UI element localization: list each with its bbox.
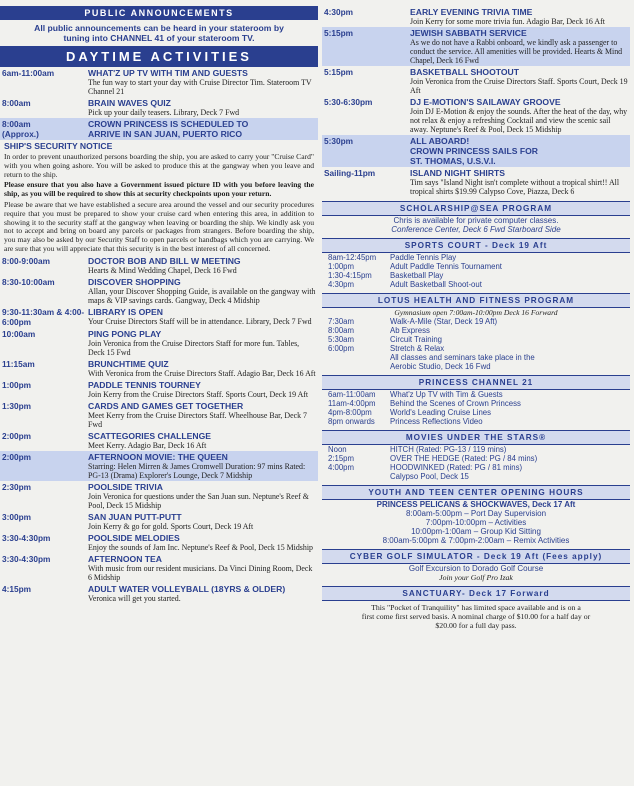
- event-time: 8:30-10:00am: [2, 276, 55, 287]
- channel-section: PRINCESS CHANNEL 21 6am-11:00am What'z Up TV with Tim & Guests 11am-4:00pm Behind the Scenes of Crown Princess 4pm-8:00pm World's Leading Cruise Lines 8pm onwards Princess Reflections Video: [322, 375, 630, 426]
- event-desc: Enjoy the sounds of Jam Inc. Neptune's Reef & Pool, Deck 15 Midship: [88, 542, 313, 552]
- daytime-activities-header: DAYTIME ACTIVITIES: [0, 46, 318, 67]
- event-title: PING PONG PLAY: [88, 328, 162, 339]
- event-body: [88, 256, 316, 275]
- event-title: LIBRARY IS OPEN: [88, 306, 163, 317]
- event-time: 2:30pm: [2, 481, 32, 492]
- schedule-time: 1:00pm: [328, 262, 355, 271]
- public-announcements-notice: All public announcements can be heard in your stateroom by tuning into CHANNEL 41 of your stateroom TV.: [34, 23, 284, 43]
- event-title: DJ E-MOTION'S SAILAWAY GROOVE: [410, 97, 561, 107]
- schedule-text: Walk-A-Mile (Star, Deck 19 Aft): [390, 317, 498, 326]
- schedule-row: [322, 271, 630, 280]
- event-body: [88, 98, 316, 117]
- left-events-c: [0, 481, 318, 604]
- youth-line: 8:00am-5:00pm & 7:00pm-2:00am – Remix Activities: [382, 536, 570, 545]
- schedule-row: [322, 335, 630, 344]
- event-title: SCATTEGORIES CHALLENGE: [88, 430, 212, 441]
- event-title: BASKETBALL SHOOTOUT: [410, 67, 520, 77]
- event-body: [88, 512, 316, 531]
- schedule-row: [322, 390, 630, 399]
- event-body: [88, 277, 316, 305]
- schedule-text: HOODWINKED (Rated: PG / 81 mins): [390, 463, 523, 472]
- public-announcements-header: PUBLIC ANNOUNCEMENTS: [0, 6, 318, 20]
- event-time: 8:00am: [2, 98, 31, 108]
- schedule-text: Circuit Training: [390, 335, 442, 344]
- event-time: 10:00am: [2, 328, 36, 339]
- event-body: [88, 482, 316, 510]
- schedule-text: OVER THE HEDGE (Rated: PG / 84 mins): [390, 454, 538, 463]
- event-row: [0, 532, 318, 553]
- event-time: 2:00pm: [2, 430, 32, 441]
- schedule-time: 2:15pm: [328, 454, 355, 463]
- schedule-text: Aerobic Studio, Deck 16 Fwd: [390, 362, 491, 371]
- event-desc: As we do not have a Rabbi onboard, we kindly ask a passenger to conduct the service. All amenities will be provided. Hearts & Mind Chapel, Deck 16 Fwd: [410, 38, 623, 65]
- event-title: DOCTOR BOB AND BILL W MEETING: [88, 255, 241, 266]
- schedule-text: World's Leading Cruise Lines: [390, 408, 492, 417]
- event-time: 4:30pm: [324, 7, 354, 17]
- schedule-time: 8am-12:45pm: [328, 253, 377, 262]
- schedule-text: Stretch & Relax: [390, 344, 445, 353]
- event-row: [0, 306, 318, 328]
- event-time: 9:30-11:30am & 4:00-6:00pm: [2, 306, 85, 327]
- event-desc: Join Kerry & go for gold. Sports Court, Deck 19 Aft: [88, 521, 254, 531]
- schedule-row: [322, 353, 630, 362]
- schedule-row: [322, 472, 630, 481]
- youth-section: YOUTH AND TEEN CENTER OPENING HOURS PRINCESS PELICANS & SHOCKWAVES, Deck 17 Aft 8:00am-5:00pm – Port Day Supervision 7:00pm-10:00pm – Activities 10:00pm-1:00am – Group Kid Sitting 8:00am-5:00pm & 7:00pm-2:00am – Remix Activities: [322, 485, 630, 545]
- schedule-row: [322, 326, 630, 335]
- sanctuary-section: SANCTUARY- Deck 17 Forward This "Pocket of Tranquility" has limited space available and is on a first come first served basis. A nominal charge of $10.00 for a half day or $20.00 for a full day pass.: [322, 586, 630, 632]
- event-title: PADDLE TENNIS TOURNEY: [88, 379, 201, 390]
- crown-arrival: 8:00am (Approx.) CROWN PRINCESS IS SCHEDULED TO ARRIVE IN SAN JUAN, PUERTO RICO: [0, 118, 318, 140]
- schedule-row: [322, 362, 630, 371]
- event-title: JEWISH SABBATH SERVICE: [410, 28, 527, 38]
- event-time: 5:15pm: [324, 28, 354, 38]
- event-desc: Join Kerry from the Cruise Directors Staff. Sports Court, Deck 19 Aft: [88, 389, 309, 399]
- schedule-time: Noon: [328, 445, 347, 454]
- event-body: [410, 7, 628, 26]
- island-night-shirts: Sailing-11pm ISLAND NIGHT SHIRTS Tim says "Island Night isn't complete without a tropical shirt!! All tropical shirts $19.99 Calypso Cove, Piazza, Deck 6: [324, 168, 620, 196]
- event-desc: Join Veronica from the Cruise Directors Staff. Sports Court, Deck 19 Aft: [410, 77, 628, 95]
- schedule-time: 4pm-8:00pm: [328, 408, 372, 417]
- event-time: 3:00pm: [2, 511, 32, 522]
- sports-section: SPORTS COURT - Deck 19 Aft 8am-12:45pm Paddle Tennis Play 1:00pm Adult Paddle Tennis Tournament 1:30-4:15pm Basketball Play 4:30pm Adult Basketball Shoot-out: [322, 238, 630, 289]
- event-row: [0, 379, 318, 400]
- event-row: [0, 255, 318, 276]
- schedule-time: 11am-4:00pm: [328, 399, 376, 408]
- event-body: [88, 307, 316, 327]
- event-title: ADULT WATER VOLLEYBALL (18YRS & OLDER): [88, 583, 286, 594]
- schedule-row: [322, 445, 630, 454]
- event-desc: Pick up your daily teasers. Library, Deck 7 Fwd: [88, 108, 240, 117]
- schedule-time: 4:30pm: [328, 280, 355, 289]
- event-desc: Veronica will get you started.: [88, 593, 181, 603]
- event-body: [88, 68, 316, 96]
- schedule-text: Basketball Play: [390, 271, 444, 280]
- event-title: CARDS AND GAMES GET TOGETHER: [88, 400, 244, 411]
- event-title: POOLSIDE TRIVIA: [88, 481, 163, 492]
- schedule-time: [328, 353, 390, 362]
- event-body: [88, 584, 316, 603]
- event-time: 8:00-9:00am: [2, 255, 50, 266]
- schedule-text: Princess Reflections Video: [390, 417, 483, 426]
- schedule-row: [322, 280, 630, 289]
- event-row: [0, 276, 318, 306]
- schedule-time: 8:00am: [328, 326, 355, 335]
- event-desc: With Veronica from the Cruise Directors Staff. Adagio Bar, Deck 16 Aft: [88, 368, 316, 378]
- schedule-row: [322, 463, 630, 472]
- event-row: [0, 358, 318, 379]
- event-desc: Join Veronica for questions under the San Juan sun. Neptune's Reef & Pool, Deck 15 Midship: [88, 491, 309, 510]
- event-body: [88, 401, 316, 429]
- event-desc: Meet Kerry. Adagio Bar, Deck 16 Aft: [88, 440, 207, 450]
- security-title: SHIP'S SECURITY NOTICE: [4, 141, 113, 151]
- event-desc: Join Veronica from the Cruise Directors Staff for more fun. Tables, Deck 15 Fwd: [88, 338, 300, 357]
- event-desc: With music from our resident musicians. Da Vinci Dining Room, Deck 6 Midship: [88, 563, 313, 582]
- event-title: SAN JUAN PUTT-PUTT: [88, 511, 182, 522]
- schedule-text: All classes and seminars take place in the: [390, 353, 535, 362]
- event-body: [88, 380, 316, 399]
- schedule-text: Behind the Scenes of Crown Princess: [390, 399, 521, 408]
- scholarship-section: SCHOLARSHIP@SEA PROGRAM Chris is available for private computer classes. Conference Center, Deck 6 Fwd Starboard Side: [322, 201, 630, 234]
- movies-section: MOVIES UNDER THE STARS® Noon HITCH (Rated: PG-13 / 119 mins) 2:15pm OVER THE HEDGE (Rated: PG / 84 mins) 4:00pm HOODWINKED (Rated: PG / 81 mins) Calypso Pool, Deck 15: [322, 430, 630, 481]
- schedule-time: [328, 472, 390, 481]
- golf-section: CYBER GOLF SIMULATOR - Deck 19 Aft (Fees apply) Golf Excursion to Dorado Golf Course Join your Golf Pro Izak: [322, 549, 630, 582]
- right-events-a: [322, 6, 630, 135]
- event-desc: Your Cruise Directors Staff will be in attendance. Library, Deck 7 Fwd: [88, 316, 312, 326]
- event-body: [410, 97, 628, 134]
- lotus-section: LOTUS HEALTH AND FITNESS PROGRAM Gymnasium open 7:00am-10:00pm Deck 16 Forward 7:30am Walk-A-Mile (Star, Deck 19 Aft) 8:00am Ab Express 5:30am Circuit Training 6:00pm Stretch & Relax All classes and seminars take place in the Aerobic Studio, Deck 16 Fwd: [322, 293, 630, 371]
- event-title: DISCOVER SHOPPING: [88, 276, 181, 287]
- schedule-time: 1:30-4:15pm: [328, 271, 372, 280]
- all-aboard: 5:30pm ALL ABOARD! CROWN PRINCESS SAILS FOR ST. THOMAS, U.S.V.I.: [322, 135, 630, 167]
- schedule-row: [322, 399, 630, 408]
- youth-line: 8:00am-5:00pm – Port Day Supervision: [405, 509, 547, 518]
- schedule-time: 4:00pm: [328, 463, 355, 472]
- schedule-time: 7:30am: [328, 317, 355, 326]
- schedule-text: Adult Basketball Shoot-out: [390, 280, 482, 289]
- schedule-time: 5:30am: [328, 335, 355, 344]
- schedule-time: 6am-11:00am: [328, 390, 376, 399]
- event-time: 6am-11:00am: [2, 68, 55, 78]
- event-time: 3:30-4:30pm: [2, 532, 51, 543]
- schedule-time: [328, 362, 390, 371]
- event-row: [0, 430, 318, 451]
- event-time: 4:15pm: [2, 583, 32, 594]
- schedule-text: Adult Paddle Tennis Tournament: [390, 262, 502, 271]
- schedule-text: Calypso Pool, Deck 15: [390, 472, 469, 481]
- event-title: BRAIN WAVES QUIZ: [88, 98, 171, 108]
- youth-line: 7:00pm-10:00pm – Activities: [425, 518, 527, 527]
- event-desc: The fun way to start your day with Cruise Director Tim. Stateroom TV Channel 21: [88, 78, 312, 96]
- event-title: AFTERNOON TEA: [88, 553, 162, 564]
- schedule-time: 6:00pm: [328, 344, 355, 353]
- event-desc: Hearts & Mind Wedding Chapel, Deck 16 Fwd: [88, 265, 237, 275]
- event-body: [410, 67, 628, 95]
- event-time: 3:30-4:30pm: [2, 553, 51, 564]
- event-time: 11:15am: [2, 358, 35, 369]
- event-body: [88, 329, 316, 357]
- event-row: [322, 27, 630, 66]
- schedule-row: [322, 344, 630, 353]
- afternoon-movie: 2:00pm AFTERNOON MOVIE: THE QUEEN Starring: Helen Mirren & James Cromwell Duration: 97 mins Rated: PG-13 (Drama) Explorer's Lounge, Deck 7 Midship: [0, 451, 318, 481]
- event-desc: Allan, your Discover Shopping Guide, is available on the gangway with maps & VIP savings cards. Gangway, Deck 4 Midship: [88, 286, 316, 305]
- schedule-row: [322, 262, 630, 271]
- event-row: [322, 96, 630, 135]
- schedule-text: HITCH (Rated: PG-13 / 119 mins): [390, 445, 507, 454]
- event-body: [410, 28, 628, 65]
- event-time: 1:30pm: [2, 400, 32, 411]
- security-notice: SHIP'S SECURITY NOTICE In order to prevent unauthorized persons boarding the ship, you are asked to carry your "Cruise Card" with you when going ashore. You will be asked to produce this at the gangway when you leave and return to the ship. Please ensure that you also have a Government issued picture ID with you before leaving the ship, as you will be required to show this at security checkpoints upon your return. Please be aware that we have established a secure area around the vessel and our security procedures require that you must be prepared to show your cruise card when entering this area, in addition to showing it to the security staff at the gangway when leaving or boarding the ship. We kindly ask you not to accept and bring on board any parcels or packages from strangers. Before boarding the ship, you may also be asked by our Security Staff to open parcels or handbags which you are carrying. We are sure that you will appreciate that this security is in the best interest of all concerned.: [0, 140, 318, 255]
- event-row: [0, 481, 318, 511]
- event-row: [0, 511, 318, 532]
- schedule-row: [322, 408, 630, 417]
- event-time: 5:15pm: [324, 67, 354, 77]
- event-row: [322, 6, 630, 27]
- schedule-time: 8pm onwards: [328, 417, 375, 426]
- event-row: [0, 97, 318, 118]
- event-time: 1:00pm: [2, 379, 32, 390]
- event-row: [0, 328, 318, 358]
- schedule-text: Paddle Tennis Play: [390, 253, 457, 262]
- schedule-row: [322, 317, 630, 326]
- schedule-text: What'z Up TV with Tim & Guests: [390, 390, 503, 399]
- event-row: [0, 67, 318, 97]
- event-title: WHAT'Z UP TV WITH TIM AND GUESTS: [88, 68, 248, 78]
- left-events-a: [0, 67, 318, 118]
- event-row: [0, 400, 318, 430]
- event-body: [88, 431, 316, 450]
- schedule-row: [322, 417, 630, 426]
- schedule-row: [322, 454, 630, 463]
- event-row: [0, 553, 318, 583]
- schedule-row: [322, 253, 630, 262]
- event-row: [0, 583, 318, 604]
- left-events-b: [0, 255, 318, 451]
- event-title: EARLY EVENING TRIVIA TIME: [410, 7, 533, 17]
- right-column: [322, 6, 630, 632]
- youth-line: 10:00pm-1:00am – Group Kid Sitting: [411, 527, 541, 536]
- event-desc: Meet Kerry from the Cruise Directors Staff. Wheelhouse Bar, Deck 7 Fwd: [88, 410, 307, 429]
- schedule-text: Ab Express: [390, 326, 430, 335]
- event-body: [88, 359, 316, 378]
- event-body: [88, 533, 316, 552]
- event-row: [322, 66, 630, 96]
- event-desc: Join DJ E-Motion & enjoy the sounds. After the heat of the day, why not relax & enjoy a refreshing Cocktail and view the scenic sail away. Neptune's Reef & Pool, Deck 15 Midship: [410, 107, 628, 134]
- left-column: [0, 6, 318, 604]
- event-time: 5:30-6:30pm: [324, 97, 373, 107]
- event-desc: Join Kerry for some more trivia fun. Adagio Bar, Deck 16 Aft: [410, 17, 605, 26]
- event-title: POOLSIDE MELODIES: [88, 532, 180, 543]
- event-body: [88, 554, 316, 582]
- event-title: BRUNCHTIME QUIZ: [88, 358, 169, 369]
